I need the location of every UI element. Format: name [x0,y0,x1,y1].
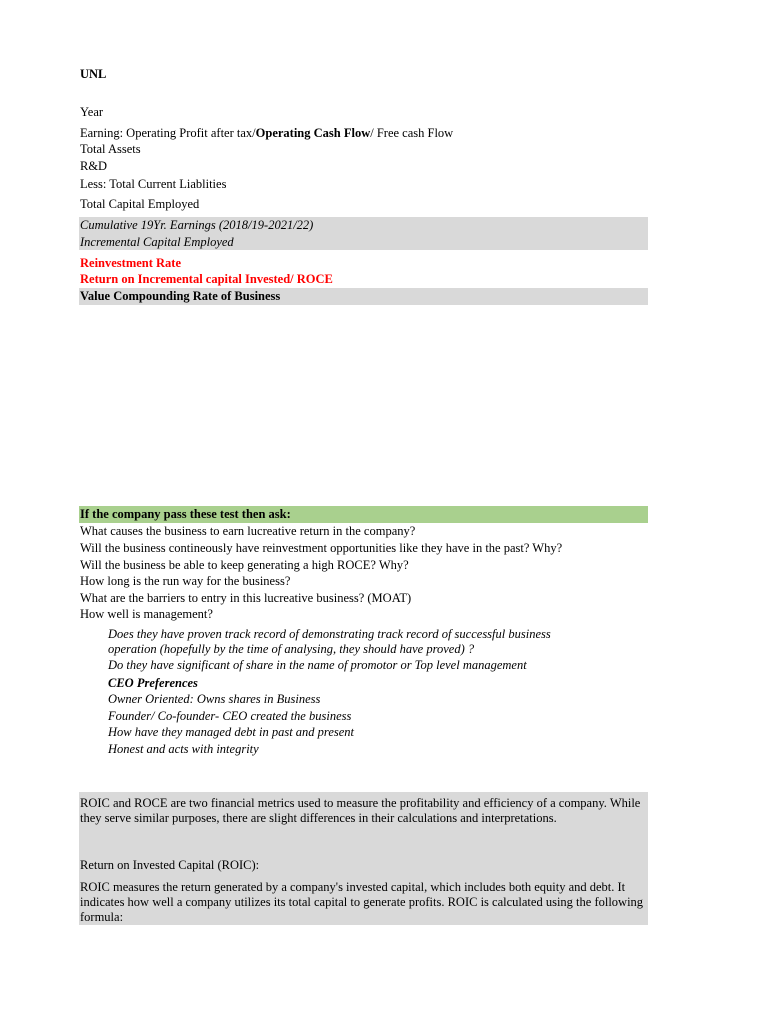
roic-description: ROIC measures the return generated by a company's invested capital, which includes both equity and debt. It indicates how well a company utilizes its total capital to generate profits. ROIC is calculated using the following formula: [80,880,644,924]
question-item: What causes the business to earn lucreative return in the company? [80,524,416,538]
rnd-label: R&D [80,159,108,173]
incremental-capital-label: Incremental Capital Employed [80,235,234,249]
question-item: How well is management? [80,607,213,621]
roic-roce-intro: ROIC and ROCE are two financial metrics used to measure the profitability and efficiency of a company. While they serve similar purposes, there are slight differences in their calculations and interpretations. [80,796,641,825]
page-title: UNL [80,67,107,81]
reinvestment-rate-label: Reinvestment Rate [80,256,182,270]
question-item: What are the barriers to entry in this lucreative business? (MOAT) [80,591,412,605]
earning-label [80,126,453,140]
earning-bold: Operating Cash Flow [255,126,371,140]
total-assets-label: Total Assets [80,142,141,156]
roic-heading: Return on Invested Capital (ROIC): [80,858,260,872]
return-on-incremental-label: Return on Incremental capital Invested/ ROCE [80,272,333,286]
test-header: If the company pass these test then ask: [80,507,291,521]
question-item: How long is the run way for the business? [80,574,291,588]
year-label: Year [80,105,104,119]
question-item: Will the business contineously have reinvestment opportunities like they have in the past? Why? [80,541,563,555]
ceo-preference-item: Founder/ Co-founder- CEO created the business [108,709,352,723]
value-compounding-label: Value Compounding Rate of Business [80,289,281,303]
management-question-share: Do they have significant of share in the name of promotor or Top level management [108,658,527,672]
ceo-preference-item: How have they managed debt in past and present [108,725,355,739]
management-question-line1: Does they have proven track record of demonstrating track record of successful business [108,627,551,641]
cumulative-earnings-label: Cumulative 19Yr. Earnings (2018/19-2021/22) [80,218,314,232]
total-capital-employed-label: Total Capital Employed [80,197,200,211]
less-current-liabilities-label: Less: Total Current Liablities [80,177,227,191]
ceo-preference-item: Honest and acts with integrity [108,742,259,756]
question-item: Will the business be able to keep generating a high ROCE? Why? [80,558,409,572]
earning-suffix: / Free cash Flow [370,126,454,140]
ceo-preference-item: Owner Oriented: Owns shares in Business [108,692,321,706]
ceo-preferences-heading: CEO Preferences [108,676,198,690]
management-question-line2: operation (hopefully by the time of analysing, they should have proved) ? [108,642,475,656]
earning-prefix: Earning: Operating Profit after tax/ [80,126,256,140]
